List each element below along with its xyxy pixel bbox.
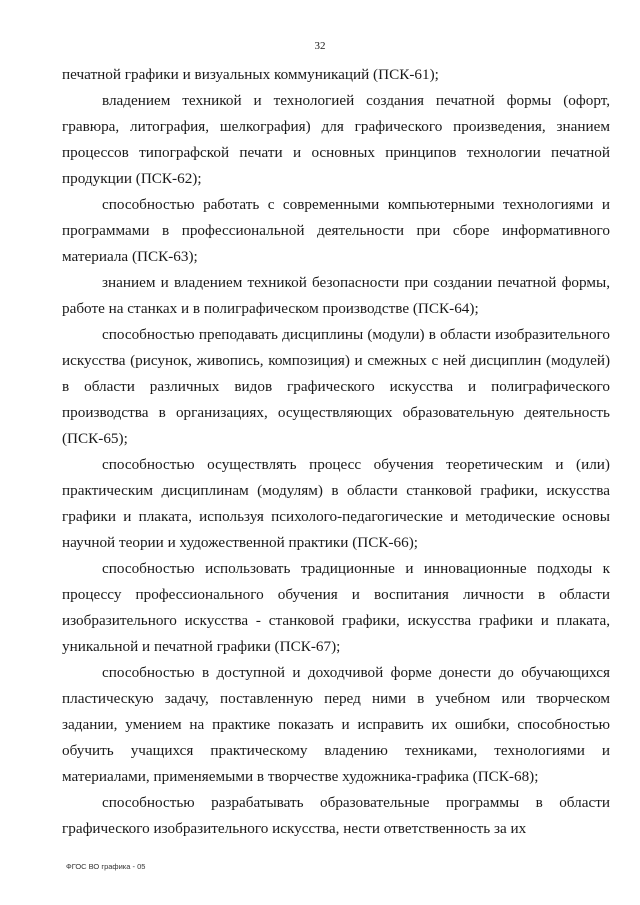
paragraph-psk-68: способностью в доступной и доходчивой форме донести до обучающихся пластическую задачу, поставленную перед ними в учебном или творческом задании, умением на практике показать и исправить их ошибки, способностью обучить учащихся практическому владению техниками, технологиями и материалами, применяемыми в творчестве художника-графика (ПСК-68);	[62, 664, 610, 785]
page-number: 32	[314, 40, 326, 52]
paragraph-psk-62: владением техникой и технологией создания печатной формы (офорт, гравюра, литография, шелкография) для графического произведения, знанием процессов типографской печати и основных принципов технологии печатной продукции (ПСК-62);	[62, 92, 610, 187]
paragraph-psk-63: способностью работать с современными компьютерными технологиями и программами в профессиональной деятельности при сборе информативного материала (ПСК-63);	[62, 196, 610, 265]
document-body	[62, 62, 610, 842]
paragraph-psk-69-start: способностью разрабатывать образовательные программы в области графического изобразительного искусства, нести ответственность за их	[62, 794, 610, 837]
paragraph-psk-61-end: печатной графики и визуальных коммуникаций (ПСК-61);	[62, 66, 439, 83]
footer-label: ФГОС ВО графика - 05	[66, 862, 146, 871]
paragraph-psk-66: способностью осуществлять процесс обучения теоретическим и (или) практическим дисциплинам (модулям) в области станковой графики, искусства графики и плаката, используя психолого-педагогические и методические основы научной теории и художественной практики (ПСК-66);	[62, 456, 610, 551]
paragraph-psk-67: способностью использовать традиционные и инновационные подходы к процессу профессионального обучения и воспитания личности в области изобразительного искусства - станковой графики, искусства графики и плаката, уникальной и печатной графики (ПСК-67);	[62, 560, 610, 655]
paragraph-psk-65: способностью преподавать дисциплины (модули) в области изобразительного искусства (рисунок, живопись, композиция) и смежных с ней дисциплин (модулей) в области различных видов графического искусства и полиграфического производства в организациях, осуществляющих образовательную деятельность (ПСК-65);	[62, 326, 610, 447]
paragraph-psk-64: знанием и владением техникой безопасности при создании печатной формы, работе на станках и в полиграфическом производстве (ПСК-64);	[62, 274, 610, 317]
